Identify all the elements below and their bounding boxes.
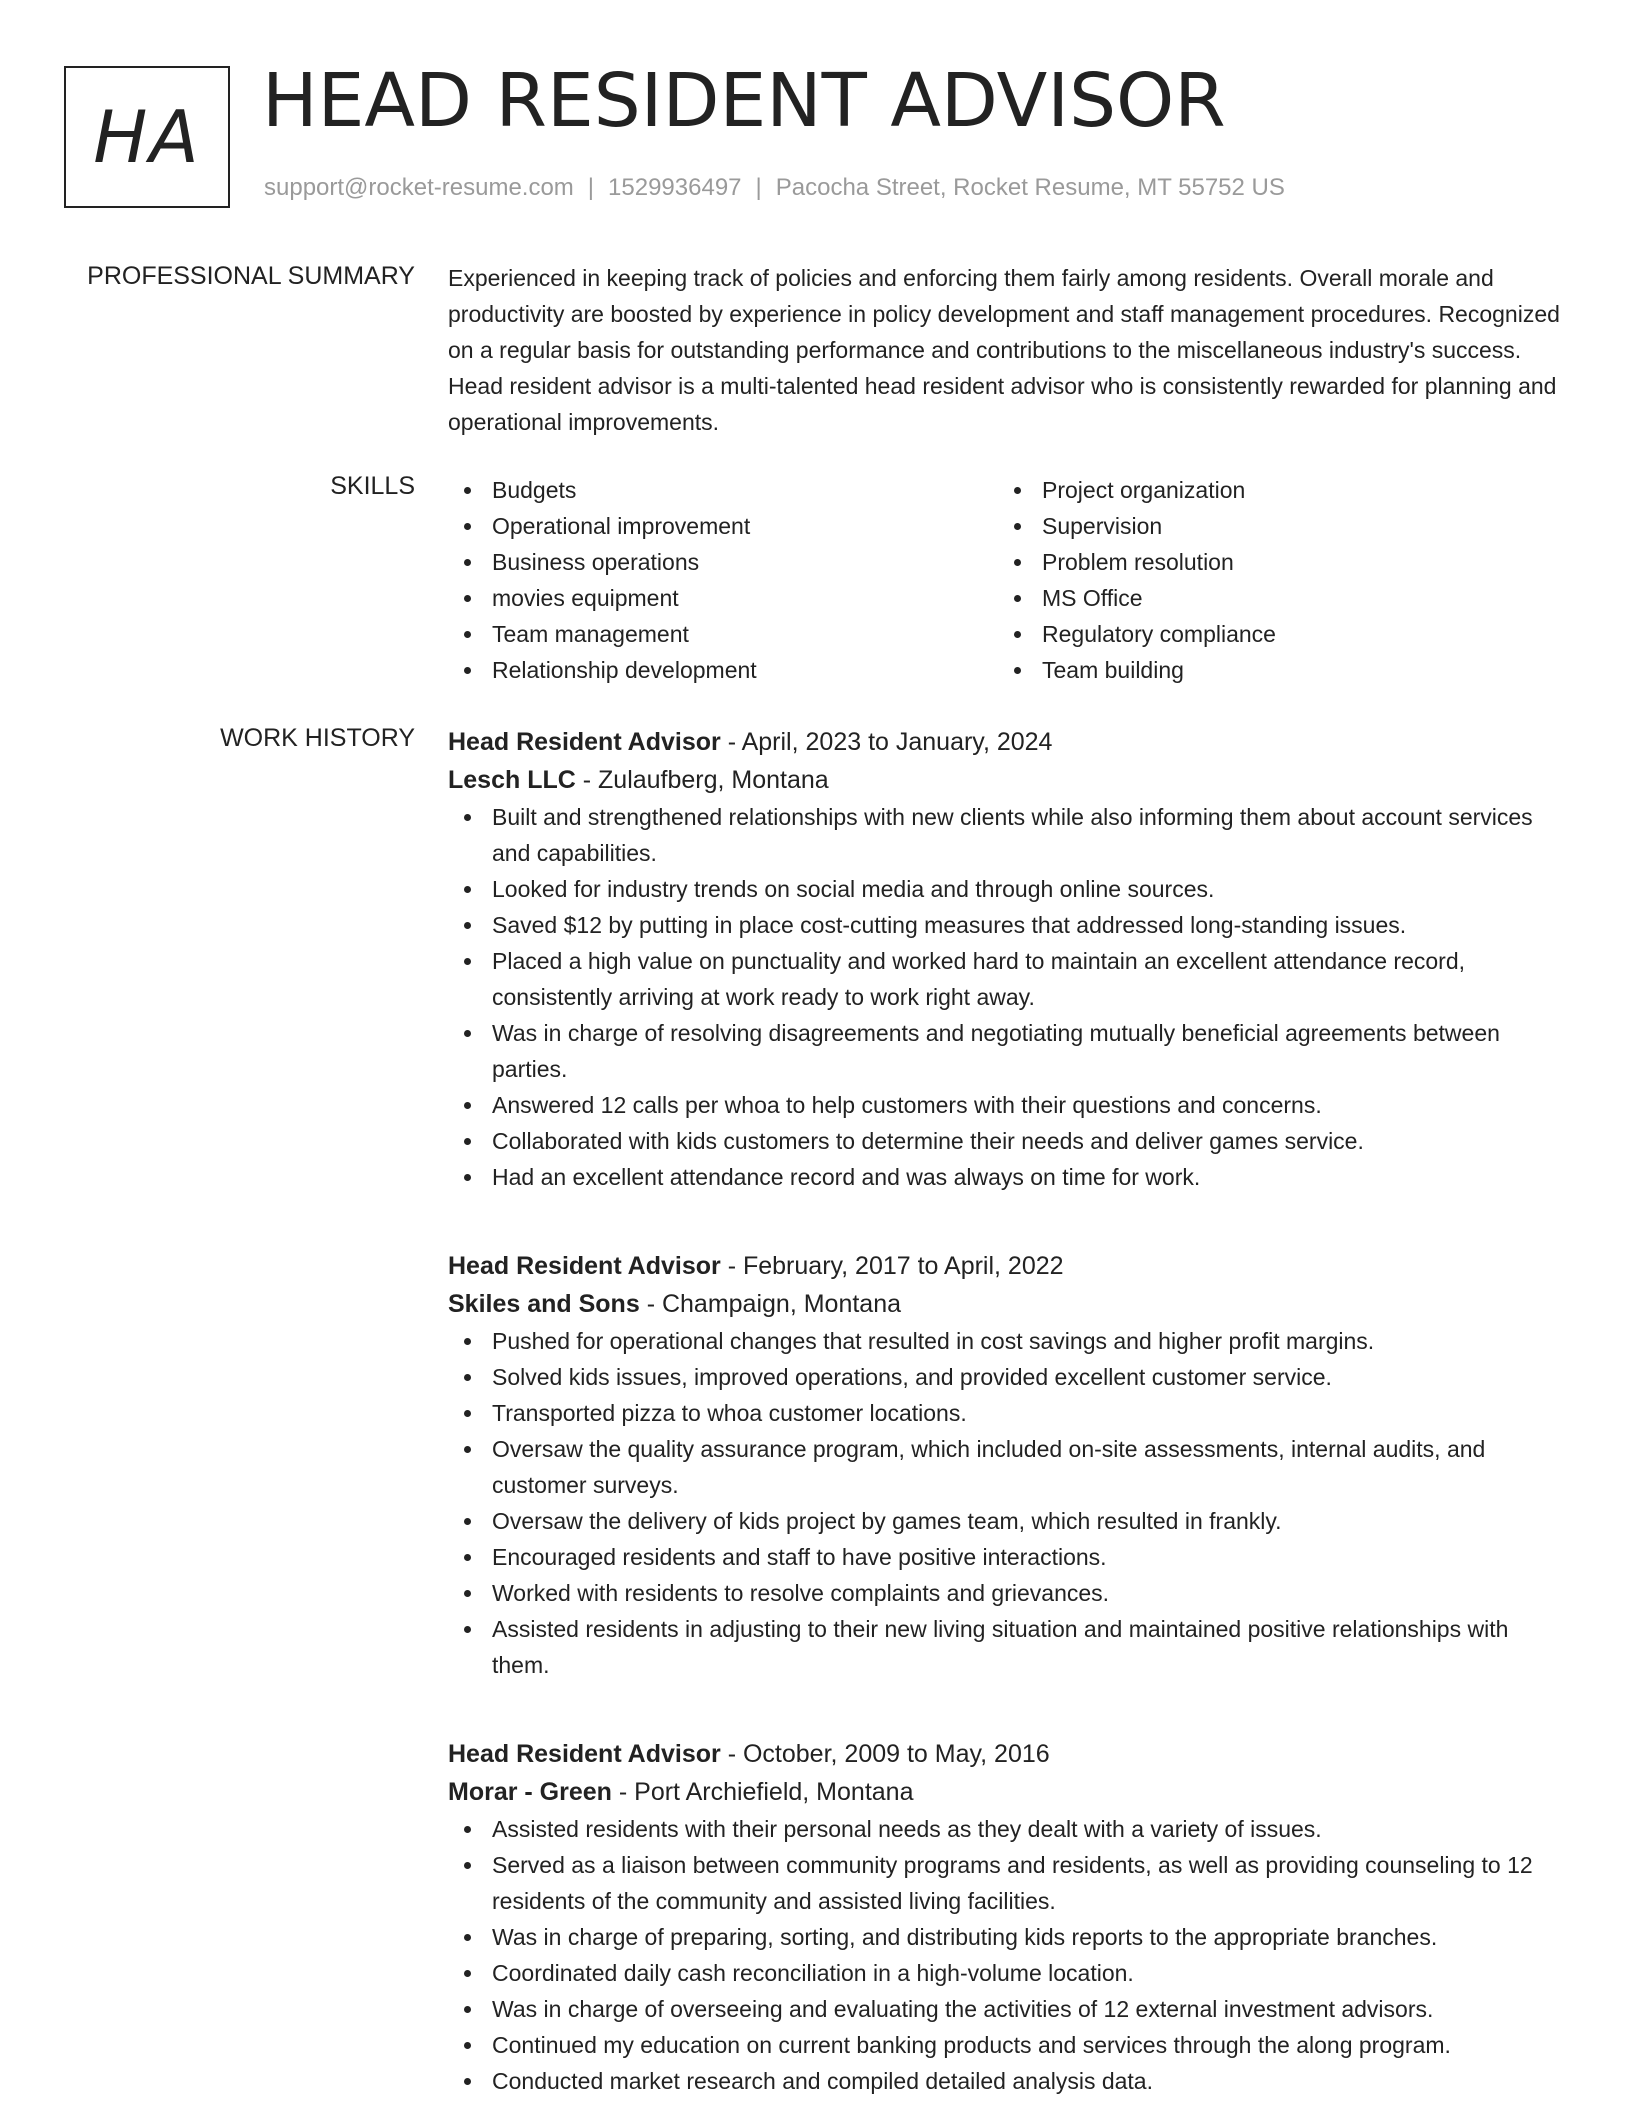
- job-location: - Zulaufberg, Montana: [575, 766, 829, 794]
- job-bullet: Continued my education on current banking products and services through the along program.: [448, 2027, 1566, 2063]
- skill-item: Problem resolution: [998, 544, 1548, 580]
- skills-column-right: [998, 472, 1548, 688]
- skill-item: Team building: [998, 652, 1548, 688]
- phone-text: 1529936497: [608, 174, 742, 201]
- job-bullet: Encouraged residents and staff to have positive interactions.: [448, 1539, 1566, 1575]
- job-bullet: Was in charge of resolving disagreements and negotiating mutually beneficial agreements between parties.: [448, 1015, 1566, 1087]
- job-title: Head Resident Advisor: [448, 1252, 721, 1280]
- skills-heading: SKILLS: [330, 472, 415, 500]
- skill-item: Project organization: [998, 472, 1548, 508]
- skill-item: Operational improvement: [448, 508, 998, 544]
- job-dates: - October, 2009 to May, 2016: [720, 1740, 1050, 1768]
- summary-heading: PROFESSIONAL SUMMARY: [87, 262, 415, 290]
- job-dates: - April, 2023 to January, 2024: [720, 728, 1053, 756]
- job-bullet-list: [448, 1811, 1566, 2099]
- job-bullet-list: [448, 799, 1566, 1195]
- job-company: Lesch LLC: [448, 766, 576, 794]
- job-bullet: Coordinated daily cash reconciliation in a high-volume location.: [448, 1955, 1566, 1991]
- job-bullet: Looked for industry trends on social media and through online sources.: [448, 871, 1566, 907]
- job-bullet: Was in charge of overseeing and evaluating the activities of 12 external investment advisors.: [448, 1991, 1566, 2027]
- job-bullet: Conducted market research and compiled detailed analysis data.: [448, 2063, 1566, 2099]
- job-bullet: Pushed for operational changes that resulted in cost savings and higher profit margins.: [448, 1323, 1566, 1359]
- job-bullet: Solved kids issues, improved operations, and provided excellent customer service.: [448, 1359, 1566, 1395]
- summary-text: Experienced in keeping track of policies and enforcing them fairly among residents. Overall morale and productivity are boosted by experience in policy development and staff management procedures. Recognized on a regular basis for outstanding performance and contributions to the miscellaneous industry's success. Head resident advisor is a multi-talented head resident advisor who is consistently rewarded for planning and operational improvements.: [448, 265, 1560, 435]
- job-entry: [448, 1247, 1566, 1683]
- skill-item: movies equipment: [448, 580, 998, 616]
- work-history-heading: WORK HISTORY: [220, 724, 415, 752]
- contact-line: [264, 174, 1285, 202]
- job-title-line: [448, 1735, 1566, 1773]
- job-dates: - February, 2017 to April, 2022: [720, 1252, 1064, 1280]
- job-bullet: Had an excellent attendance record and was always on time for work.: [448, 1159, 1566, 1195]
- job-bullet: Collaborated with kids customers to determine their needs and deliver games service.: [448, 1123, 1566, 1159]
- job-company-line: [448, 1773, 1566, 1811]
- job-title: Head Resident Advisor: [448, 1740, 721, 1768]
- job-bullet: Was in charge of preparing, sorting, and distributing kids reports to the appropriate branches.: [448, 1919, 1566, 1955]
- skill-item: Budgets: [448, 472, 998, 508]
- skill-item: MS Office: [998, 580, 1548, 616]
- job-bullet: Transported pizza to whoa customer locations.: [448, 1395, 1566, 1431]
- job-entry: [448, 1735, 1566, 2099]
- skills-list: [448, 472, 1566, 688]
- job-company-line: [448, 1285, 1566, 1323]
- job-bullet: Built and strengthened relationships with new clients while also informing them about account services and capabilities.: [448, 799, 1566, 871]
- job-bullet: Assisted residents with their personal needs as they dealt with a variety of issues.: [448, 1811, 1566, 1847]
- email-link[interactable]: support@rocket-resume.com: [264, 174, 574, 201]
- monogram-logo: HA: [64, 66, 230, 208]
- job-location: - Port Archiefield, Montana: [611, 1778, 914, 1806]
- job-company: Skiles and Sons: [448, 1290, 640, 1318]
- job-location: - Champaign, Montana: [639, 1290, 902, 1318]
- address-text: Pacocha Street, Rocket Resume, MT 55752 US: [775, 174, 1285, 201]
- contact-separator: |: [587, 174, 595, 201]
- job-bullet: Oversaw the delivery of kids project by games team, which resulted in frankly.: [448, 1503, 1566, 1539]
- job-bullet: Served as a liaison between community programs and residents, as well as providing counseling to 12 residents of the community and assisted living facilities.: [448, 1847, 1566, 1919]
- job-company: Morar - Green: [448, 1778, 612, 1806]
- job-bullet: Placed a high value on punctuality and worked hard to maintain an excellent attendance record, consistently arriving at work ready to work right away.: [448, 943, 1566, 1015]
- skill-item: Regulatory compliance: [998, 616, 1548, 652]
- skill-item: Business operations: [448, 544, 998, 580]
- skill-item: Relationship development: [448, 652, 998, 688]
- job-bullet: Answered 12 calls per whoa to help customers with their questions and concerns.: [448, 1087, 1566, 1123]
- job-company-line: [448, 761, 1566, 799]
- job-title-line: [448, 1247, 1566, 1285]
- job-bullet: Oversaw the quality assurance program, which included on-site assessments, internal audits, and customer surveys.: [448, 1431, 1566, 1503]
- skills-column-left: [448, 472, 998, 688]
- job-title: Head Resident Advisor: [448, 728, 721, 756]
- page-title: HEAD RESIDENT ADVISOR: [262, 58, 1226, 144]
- job-bullet: Assisted residents in adjusting to their new living situation and maintained positive relationships with them.: [448, 1611, 1566, 1683]
- contact-separator: |: [755, 174, 762, 201]
- job-bullet-list: [448, 1323, 1566, 1683]
- skill-item: Supervision: [998, 508, 1548, 544]
- job-bullet: Worked with residents to resolve complaints and grievances.: [448, 1575, 1566, 1611]
- job-title-line: [448, 723, 1566, 761]
- job-bullet: Saved $12 by putting in place cost-cutting measures that addressed long-standing issues.: [448, 907, 1566, 943]
- job-entry: [448, 723, 1566, 1195]
- skill-item: Team management: [448, 616, 998, 652]
